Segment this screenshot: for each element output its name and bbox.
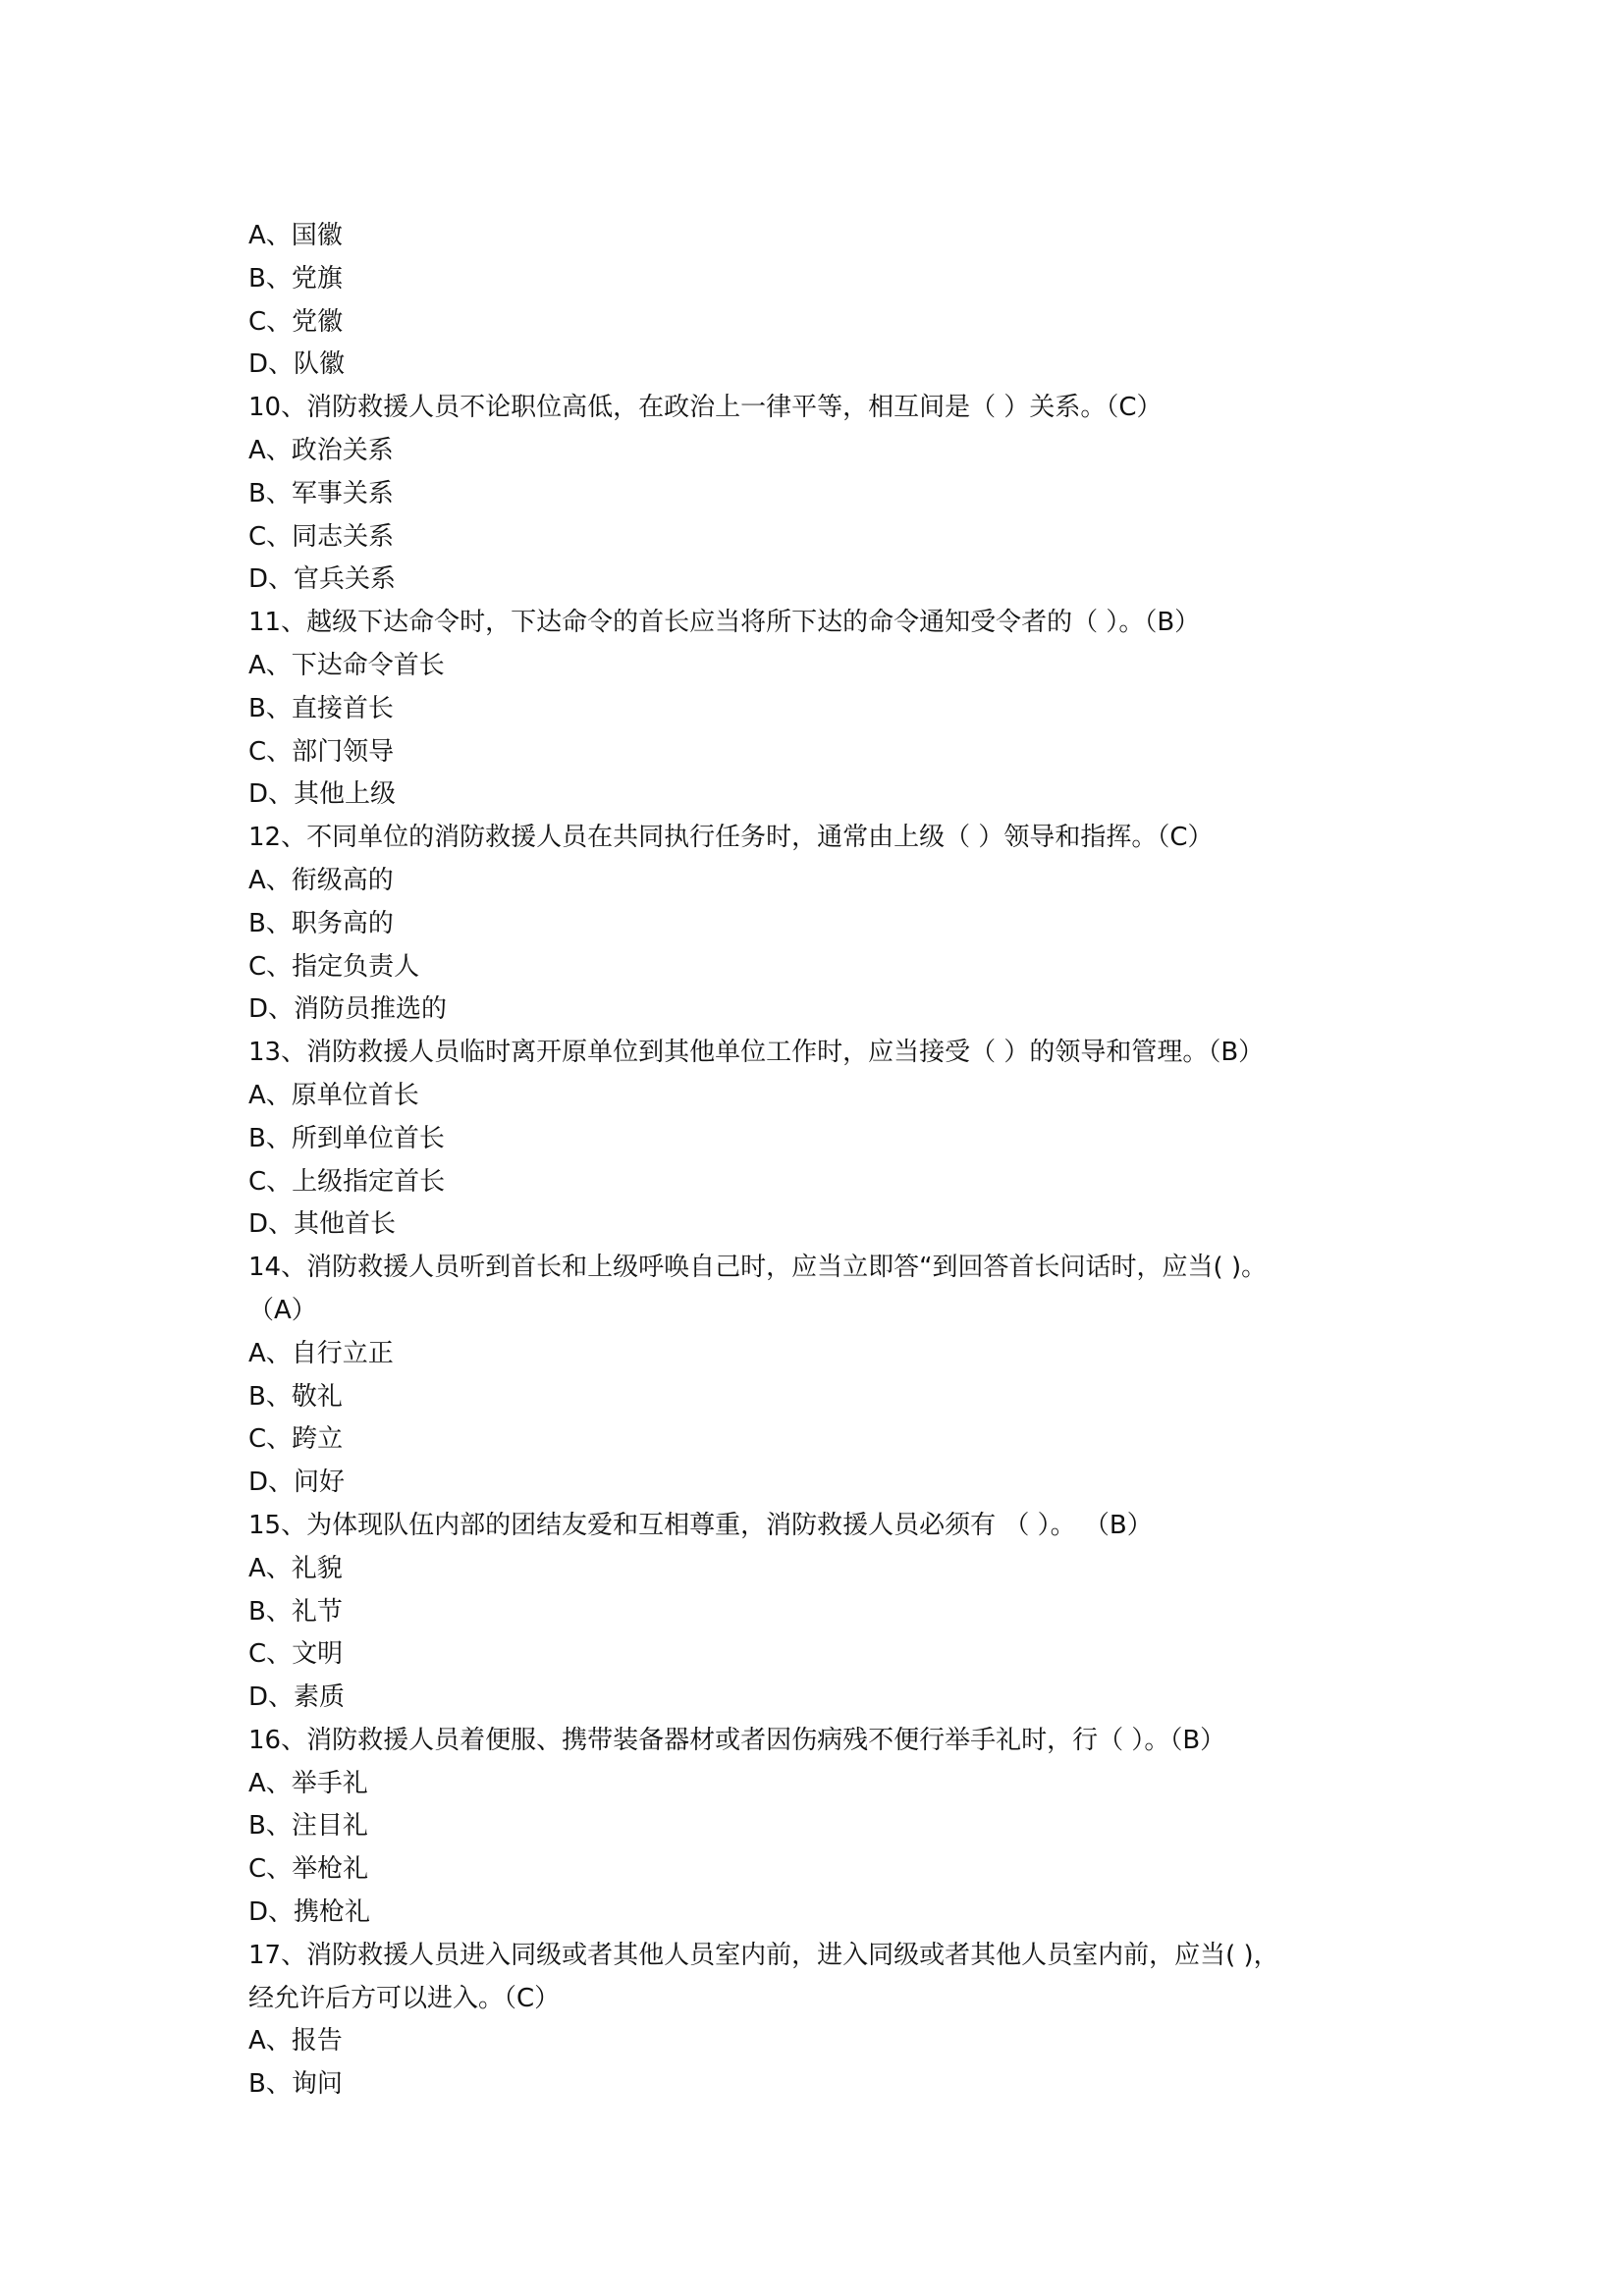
question-17: 17、消防救援人员进入同级或者其他人员室内前，进入同级或者其他人员室内前，应当( )，	[248, 1940, 1279, 1970]
question-14: 14、消防救援人员听到首长和上级呼唤自己时，应当立即答“到回答首长问话时，应当( )。	[248, 1253, 1268, 1283]
question-11: 11、越级下达命令时，下达命令的首长应当将所下达的命令通知受令者的（ ）。（B）	[248, 608, 1201, 638]
option-a: A、报告	[248, 2026, 343, 2056]
option-c: C、党徽	[248, 306, 344, 337]
option-a: A、举手礼	[248, 1768, 368, 1798]
option-c: C、部门领导	[248, 736, 395, 767]
question-16: 16、消防救援人员着便服、携带装备器材或者因伤病残不便行举手礼时，行（ ）。（B）	[248, 1725, 1226, 1755]
option-d: D、问好	[248, 1468, 346, 1498]
question-15: 15、为体现队伍内部的团结友爱和互相尊重，消防救援人员必须有 （ ）。 （B）	[248, 1510, 1153, 1540]
option-c: C、上级指定首长	[248, 1166, 446, 1197]
option-a: A、原单位首长	[248, 1080, 419, 1110]
option-b: B、军事关系	[248, 478, 394, 508]
option-c: C、同志关系	[248, 521, 395, 552]
option-a: A、礼貌	[248, 1553, 343, 1583]
option-b: B、礼节	[248, 1596, 343, 1627]
option-d: D、其他首长	[248, 1209, 397, 1240]
option-a: A、政治关系	[248, 435, 394, 465]
document-body	[248, 215, 1387, 2107]
question-17-continued: 经允许后方可以进入。（C）	[248, 1983, 561, 2013]
option-d: D、素质	[248, 1682, 346, 1713]
option-d: D、官兵关系	[248, 564, 397, 595]
question-14-answer: （A）	[248, 1295, 317, 1325]
option-c: C、举枪礼	[248, 1854, 369, 1885]
option-d: D、携枪礼	[248, 1897, 371, 1928]
option-d: D、队徽	[248, 349, 346, 380]
option-b: B、直接首长	[248, 693, 394, 723]
option-b: B、职务高的	[248, 908, 394, 938]
question-12: 12、不同单位的消防救援人员在共同执行任务时，通常由上级（ ）领导和指挥。（C）	[248, 823, 1214, 853]
option-d: D、其他上级	[248, 779, 397, 810]
option-a: A、自行立正	[248, 1338, 394, 1368]
option-b: B、注目礼	[248, 1811, 368, 1842]
question-13: 13、消防救援人员临时离开原单位到其他单位工作时，应当接受（ ）的领导和管理。（B）	[248, 1038, 1265, 1068]
option-b: B、所到单位首长	[248, 1123, 445, 1153]
option-d: D、消防员推选的	[248, 994, 448, 1025]
option-b: B、党旗	[248, 263, 343, 294]
option-b: B、敬礼	[248, 1381, 343, 1412]
question-10: 10、消防救援人员不论职位高低，在政治上一律平等，相互间是（ ）关系。（C）	[248, 393, 1163, 423]
option-a: A、国徽	[248, 221, 343, 250]
option-c: C、指定负责人	[248, 951, 420, 982]
option-a: A、衔级高的	[248, 865, 394, 895]
option-b: B、询问	[248, 2069, 343, 2100]
option-c: C、文明	[248, 1639, 344, 1670]
option-a: A、下达命令首长	[248, 650, 445, 680]
option-c: C、跨立	[248, 1424, 344, 1455]
